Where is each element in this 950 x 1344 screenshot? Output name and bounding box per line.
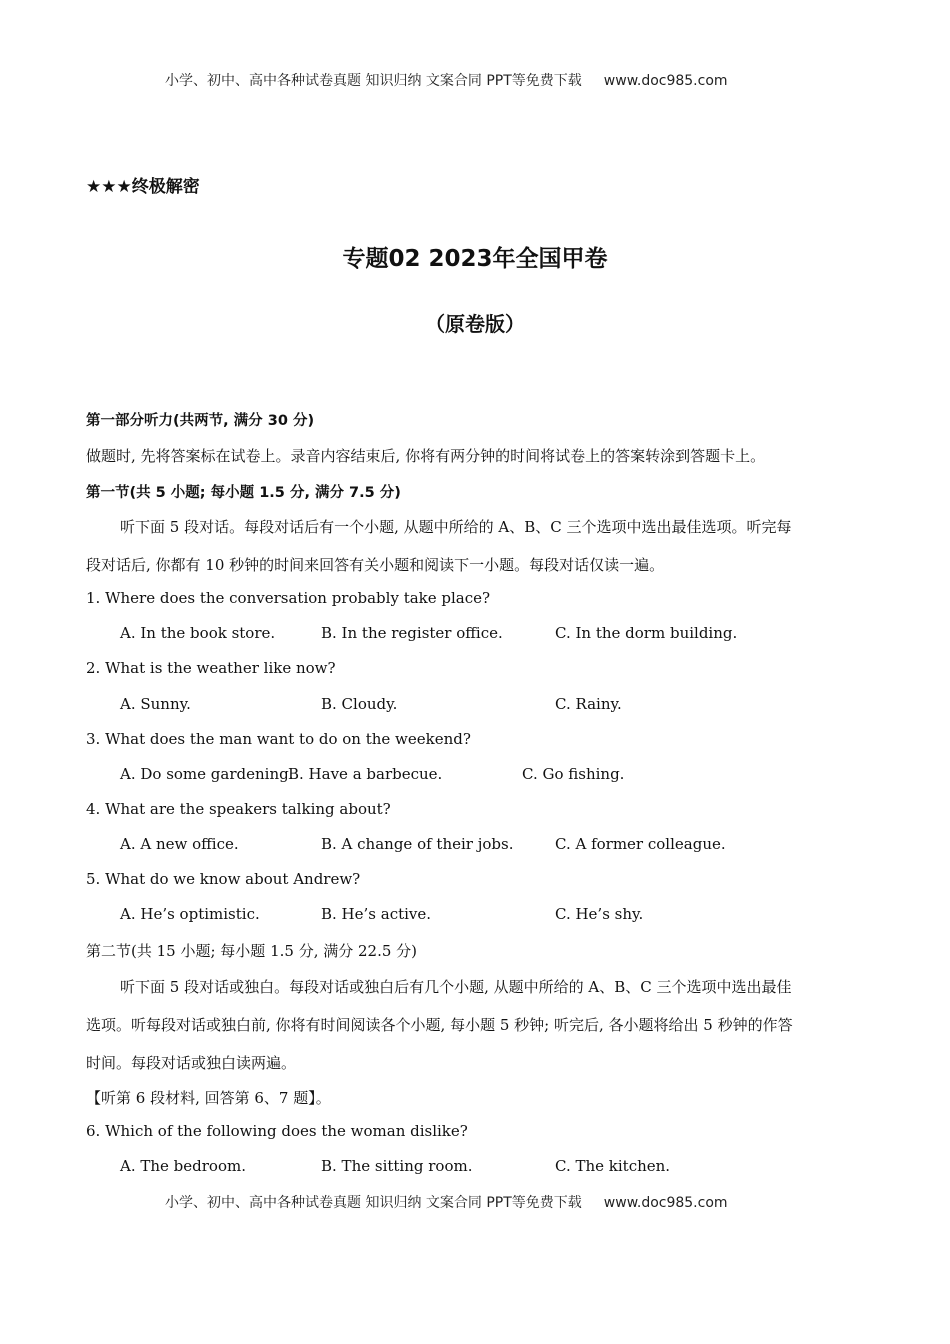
footer-text: 小学、初中、高中各种试卷真题 知识归纳 文案合同 PPT等免费下载 bbox=[165, 1195, 582, 1211]
page-footer bbox=[165, 1192, 728, 1212]
question-1: 1. Where does the conversation probably take place? bbox=[86, 589, 491, 607]
header-text: 小学、初中、高中各种试卷真题 知识归纳 文案合同 PPT等免费下载 bbox=[165, 73, 582, 89]
q4-option-b: B. A change of their jobs. bbox=[321, 835, 514, 853]
section1-instruction-line1: 听下面 5 段对话。每段对话后有一个小题, 从题中所给的 A、B、C 三个选项中选出最佳选项。听完每 bbox=[120, 518, 792, 536]
q6-option-b: B. The sitting room. bbox=[321, 1157, 473, 1175]
section2-instruction-line1: 听下面 5 段对话或独白。每段对话或独白后有几个小题, 从题中所给的 A、B、C 三个选项中选出最佳 bbox=[120, 978, 792, 996]
q4-option-c: C. A former colleague. bbox=[555, 835, 726, 853]
part1-instruction: 做题时, 先将答案标在试卷上。录音内容结束后, 你将有两分钟的时间将试卷上的答案转涂到答题卡上。 bbox=[86, 447, 766, 465]
q5-option-a: A. He’s optimistic. bbox=[120, 905, 260, 923]
q4-option-a: A. A new office. bbox=[120, 835, 239, 853]
page-title: 专题02 2023年全国甲卷 bbox=[342, 246, 608, 272]
section1-instruction-line2: 段对话后, 你都有 10 秒钟的时间来回答有关小题和阅读下一小题。每段对话仅读一遍。 bbox=[86, 556, 665, 574]
kicker-label: ★★★终极解密 bbox=[86, 177, 200, 197]
q1-option-c: C. In the dorm building. bbox=[555, 624, 738, 642]
page-subtitle: （原卷版） bbox=[425, 312, 525, 336]
part1-heading: 第一部分听力(共两节, 满分 30 分) bbox=[86, 413, 315, 429]
question-2: 2. What is the weather like now? bbox=[86, 659, 336, 677]
question-5: 5. What do we know about Andrew? bbox=[86, 870, 361, 888]
q1-option-b: B. In the register office. bbox=[321, 624, 503, 642]
material-6-label: 【听第 6 段材料, 回答第 6、7 题】。 bbox=[86, 1089, 331, 1107]
q3-option-b: B. Have a barbecue. bbox=[288, 765, 443, 783]
question-6: 6. Which of the following does the woman dislike? bbox=[86, 1122, 468, 1140]
section1-heading: 第一节(共 5 小题; 每小题 1.5 分, 满分 7.5 分) bbox=[86, 485, 401, 501]
page-header bbox=[165, 70, 728, 90]
q2-option-b: B. Cloudy. bbox=[321, 695, 398, 713]
header-site-link[interactable]: www.doc985.com bbox=[603, 73, 728, 89]
q3-option-c: C. Go fishing. bbox=[522, 765, 625, 783]
section2-instruction-line3: 时间。每段对话或独白读两遍。 bbox=[86, 1054, 297, 1072]
q1-option-a: A. In the book store. bbox=[120, 624, 276, 642]
q5-option-b: B. He’s active. bbox=[321, 905, 432, 923]
q6-option-c: C. The kitchen. bbox=[555, 1157, 671, 1175]
section2-heading: 第二节(共 15 小题; 每小题 1.5 分, 满分 22.5 分) bbox=[86, 942, 418, 960]
footer-site-link[interactable]: www.doc985.com bbox=[603, 1195, 728, 1211]
q2-option-c: C. Rainy. bbox=[555, 695, 622, 713]
section2-instruction-line2: 选项。听每段对话或独白前, 你将有时间阅读各个小题, 每小题 5 秒钟; 听完后, 各小题将给出 5 秒钟的作答 bbox=[86, 1016, 793, 1034]
q5-option-c: C. He’s shy. bbox=[555, 905, 644, 923]
q3-option-a: A. Do some gardening. bbox=[120, 765, 294, 783]
question-4: 4. What are the speakers talking about? bbox=[86, 800, 391, 818]
question-3: 3. What does the man want to do on the weekend? bbox=[86, 730, 471, 748]
q2-option-a: A. Sunny. bbox=[120, 695, 191, 713]
q6-option-a: A. The bedroom. bbox=[120, 1157, 246, 1175]
